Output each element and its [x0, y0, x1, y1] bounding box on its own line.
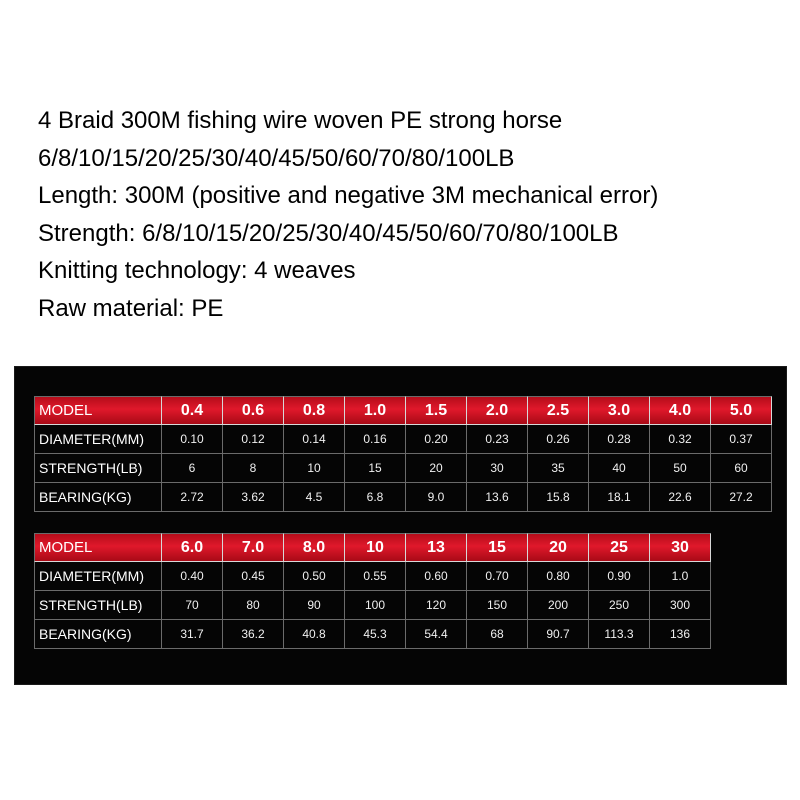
strength-cell: 100 — [345, 591, 406, 620]
model-cell: 1.0 — [345, 396, 406, 425]
product-description — [38, 102, 788, 327]
diameter-cell: 0.37 — [711, 425, 772, 454]
diameter-row — [34, 562, 711, 591]
model-cell: 3.0 — [589, 396, 650, 425]
spec-strength-value: : 6/8/10/15/20/25/30/40/45/50/60/70/80/100LB — [128, 219, 619, 247]
model-cell: 4.0 — [650, 396, 711, 425]
diameter-row-label: DIAMETER(MM) — [34, 425, 162, 454]
bearing-cell: 15.8 — [528, 483, 589, 512]
diameter-cell: 0.16 — [345, 425, 406, 454]
spec-strength — [38, 215, 788, 253]
diameter-row — [34, 425, 772, 454]
spec-table-2 — [34, 533, 711, 649]
diameter-cell: 0.80 — [528, 562, 589, 591]
spec-strength-label: Strength — [38, 219, 129, 247]
bearing-cell: 40.8 — [284, 620, 345, 649]
strength-cell: 250 — [589, 591, 650, 620]
model-cell: 5.0 — [711, 396, 772, 425]
strength-cell: 8 — [223, 454, 284, 483]
strength-row — [34, 591, 711, 620]
diameter-cell: 0.26 — [528, 425, 589, 454]
bearing-cell: 13.6 — [467, 483, 528, 512]
model-cell: 15 — [467, 533, 528, 562]
model-cell: 2.5 — [528, 396, 589, 425]
diameter-cell: 0.40 — [162, 562, 223, 591]
model-row-label: MODEL — [34, 533, 162, 562]
strength-cell: 35 — [528, 454, 589, 483]
model-cell: 30 — [650, 533, 711, 562]
bearing-cell: 3.62 — [223, 483, 284, 512]
diameter-cell: 0.70 — [467, 562, 528, 591]
diameter-cell: 0.90 — [589, 562, 650, 591]
strength-cell: 200 — [528, 591, 589, 620]
bearing-row — [34, 483, 772, 512]
bearing-cell: 4.5 — [284, 483, 345, 512]
model-row — [34, 533, 711, 562]
strength-cell: 50 — [650, 454, 711, 483]
strength-cell: 90 — [284, 591, 345, 620]
strength-cell: 6 — [162, 454, 223, 483]
model-cell: 20 — [528, 533, 589, 562]
model-cell: 7.0 — [223, 533, 284, 562]
strength-cell: 70 — [162, 591, 223, 620]
diameter-cell: 0.28 — [589, 425, 650, 454]
strength-row — [34, 454, 772, 483]
strength-cell: 60 — [711, 454, 772, 483]
strength-row-label: STRENGTH(LB) — [34, 591, 162, 620]
diameter-row-label: DIAMETER(MM) — [34, 562, 162, 591]
model-cell: 0.6 — [223, 396, 284, 425]
spec-material-label: Raw material — [38, 294, 179, 322]
bearing-cell: 2.72 — [162, 483, 223, 512]
strength-cell: 300 — [650, 591, 711, 620]
spec-table-1 — [34, 396, 772, 512]
bearing-row-label: BEARING(KG) — [34, 483, 162, 512]
spec-material — [38, 290, 788, 328]
model-row — [34, 396, 772, 425]
model-cell: 13 — [406, 533, 467, 562]
diameter-cell: 0.12 — [223, 425, 284, 454]
model-cell: 2.0 — [467, 396, 528, 425]
spec-length-value: : 300M (positive and negative 3M mechanical error) — [111, 182, 659, 209]
model-cell: 1.5 — [406, 396, 467, 425]
strength-row-label: STRENGTH(LB) — [34, 454, 162, 483]
diameter-cell: 0.45 — [223, 562, 284, 591]
bearing-cell: 9.0 — [406, 483, 467, 512]
diameter-cell: 1.0 — [650, 562, 711, 591]
bearing-cell: 90.7 — [528, 620, 589, 649]
diameter-cell: 0.32 — [650, 425, 711, 454]
strength-cell: 20 — [406, 454, 467, 483]
diameter-cell: 0.50 — [284, 562, 345, 591]
model-cell: 0.4 — [162, 396, 223, 425]
spec-length-label: Length — [38, 182, 112, 209]
spec-knitting — [38, 252, 788, 290]
bearing-cell: 27.2 — [711, 483, 772, 512]
bearing-cell: 136 — [650, 620, 711, 649]
strength-cell: 30 — [467, 454, 528, 483]
diameter-cell: 0.10 — [162, 425, 223, 454]
spec-material-value: : PE — [178, 294, 224, 322]
product-title: 4 Braid 300M fishing wire woven PE strong horse — [38, 107, 563, 134]
bearing-cell: 45.3 — [345, 620, 406, 649]
bearing-row-label: BEARING(KG) — [34, 620, 162, 649]
strength-cell: 150 — [467, 591, 528, 620]
strength-cell: 15 — [345, 454, 406, 483]
model-cell: 8.0 — [284, 533, 345, 562]
strength-cell: 40 — [589, 454, 650, 483]
diameter-cell: 0.14 — [284, 425, 345, 454]
spec-length — [38, 177, 788, 215]
model-cell: 25 — [589, 533, 650, 562]
strength-cell: 10 — [284, 454, 345, 483]
strength-cell: 80 — [223, 591, 284, 620]
bearing-cell: 22.6 — [650, 483, 711, 512]
product-title-strengths: 6/8/10/15/20/25/30/40/45/50/60/70/80/100LB — [38, 144, 515, 172]
model-cell: 6.0 — [162, 533, 223, 562]
model-cell: 10 — [345, 533, 406, 562]
bearing-cell: 36.2 — [223, 620, 284, 649]
diameter-cell: 0.55 — [345, 562, 406, 591]
diameter-cell: 0.60 — [406, 562, 467, 591]
bearing-cell: 31.7 — [162, 620, 223, 649]
diameter-cell: 0.23 — [467, 425, 528, 454]
bearing-cell: 113.3 — [589, 620, 650, 649]
bearing-cell: 54.4 — [406, 620, 467, 649]
spec-knitting-value: : 4 weaves — [240, 257, 356, 284]
bearing-cell: 6.8 — [345, 483, 406, 512]
strength-cell: 120 — [406, 591, 467, 620]
diameter-cell: 0.20 — [406, 425, 467, 454]
bearing-row — [34, 620, 711, 649]
spec-table-panel — [14, 366, 787, 685]
model-cell: 0.8 — [284, 396, 345, 425]
model-row-label: MODEL — [34, 396, 162, 425]
bearing-cell: 18.1 — [589, 483, 650, 512]
bearing-cell: 68 — [467, 620, 528, 649]
spec-knitting-label: Knitting technology — [38, 257, 241, 284]
